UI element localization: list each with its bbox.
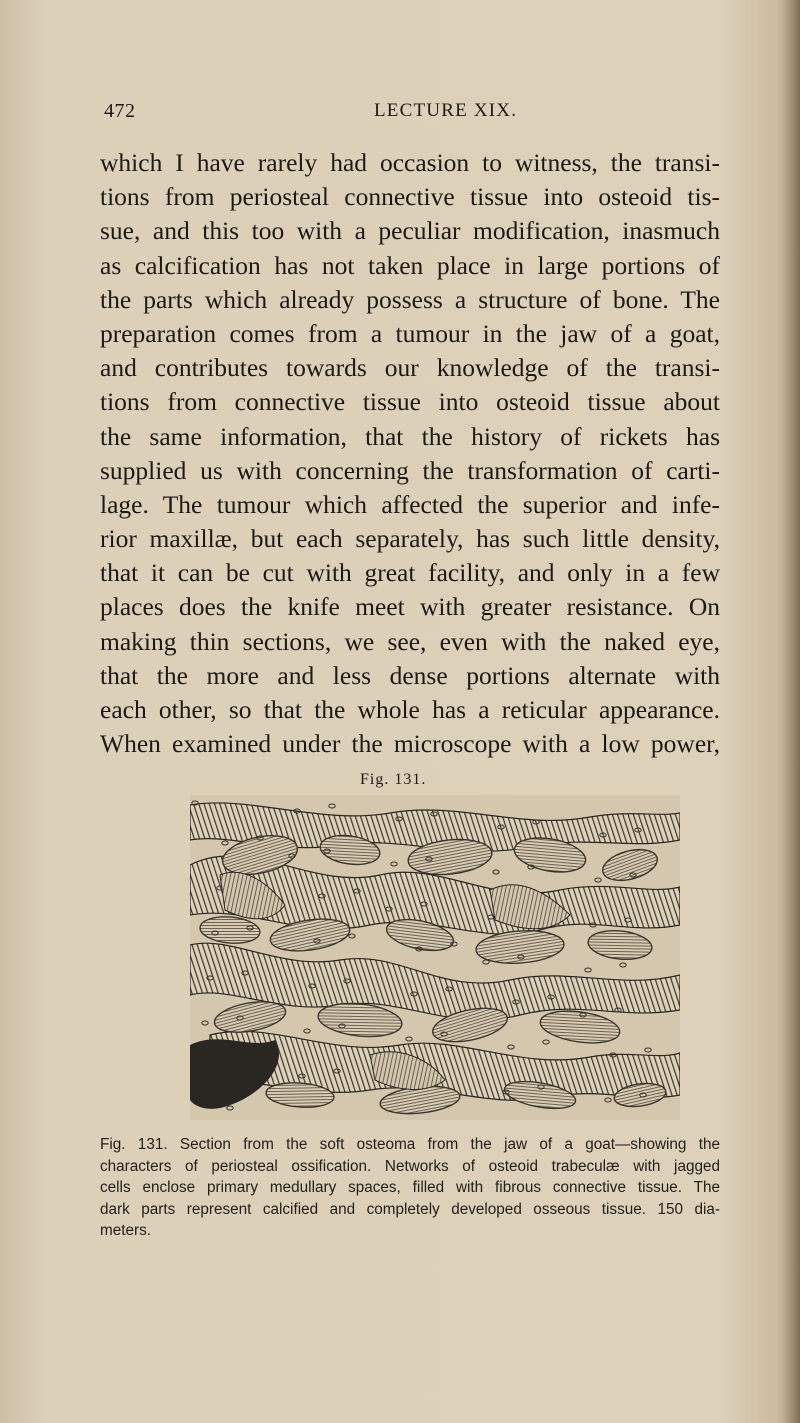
body-line: When examined under the microscope with a low power, — [100, 729, 720, 759]
body-paragraph — [100, 146, 720, 761]
figure-illustration-osteoma-section — [190, 795, 680, 1120]
body-line: each other, so that the whole has a reticular appearance. — [100, 695, 720, 724]
running-head: LECTURE XIX. — [374, 100, 518, 121]
body-line: lage. The tumour which affected the superior and infe- — [100, 489, 720, 519]
body-line: the same information, that the history of rickets has — [100, 421, 720, 451]
caption-line: cells enclose primary medullary spaces, filled with fibrous connective tissue. The — [100, 1179, 720, 1197]
body-line: the parts which already possess a structure of bone. The — [100, 284, 720, 314]
body-line: which I have rarely had occasion to witness, the transi- — [100, 148, 720, 177]
body-line: places does the knife meet with greater resistance. On — [100, 592, 720, 622]
body-line: sue, and this too with a peculiar modification, inasmuch — [100, 216, 720, 246]
body-line: tions from connective tissue into osteoid tissue about — [100, 387, 720, 417]
body-line: that it can be cut with great facility, and only in a few — [100, 558, 720, 588]
caption-line: characters of periosteal ossification. Networks of osteoid trabeculæ with jagged — [100, 1157, 720, 1175]
figure-label: Fig. 131. — [360, 771, 427, 788]
figure-caption — [100, 1134, 720, 1242]
page-number: 472 — [104, 100, 136, 122]
body-line: and contributes towards our knowledge of the transi- — [100, 353, 720, 383]
body-line: that the more and less dense portions alternate with — [100, 660, 720, 690]
body-line: supplied us with concerning the transformation of carti- — [100, 455, 720, 485]
body-line: rior maxillæ, but each separately, has such little density, — [100, 524, 720, 554]
page-header — [100, 100, 720, 130]
caption-line: meters. — [100, 1222, 151, 1240]
caption-line: dark parts represent calcified and completely developed osseous tissue. 150 dia- — [100, 1200, 720, 1218]
body-line: as calcification has not taken place in large portions of — [100, 250, 720, 280]
body-line: preparation comes from a tumour in the jaw of a goat, — [100, 318, 720, 348]
body-line: making thin sections, we see, even with the naked eye, — [100, 626, 720, 656]
caption-line: Fig. 131. Section from the soft osteoma from the jaw of a goat—showing the — [100, 1136, 720, 1153]
body-line: tions from periosteal connective tissue into osteoid tis- — [100, 182, 720, 212]
page-edge-shadow — [782, 0, 800, 1423]
